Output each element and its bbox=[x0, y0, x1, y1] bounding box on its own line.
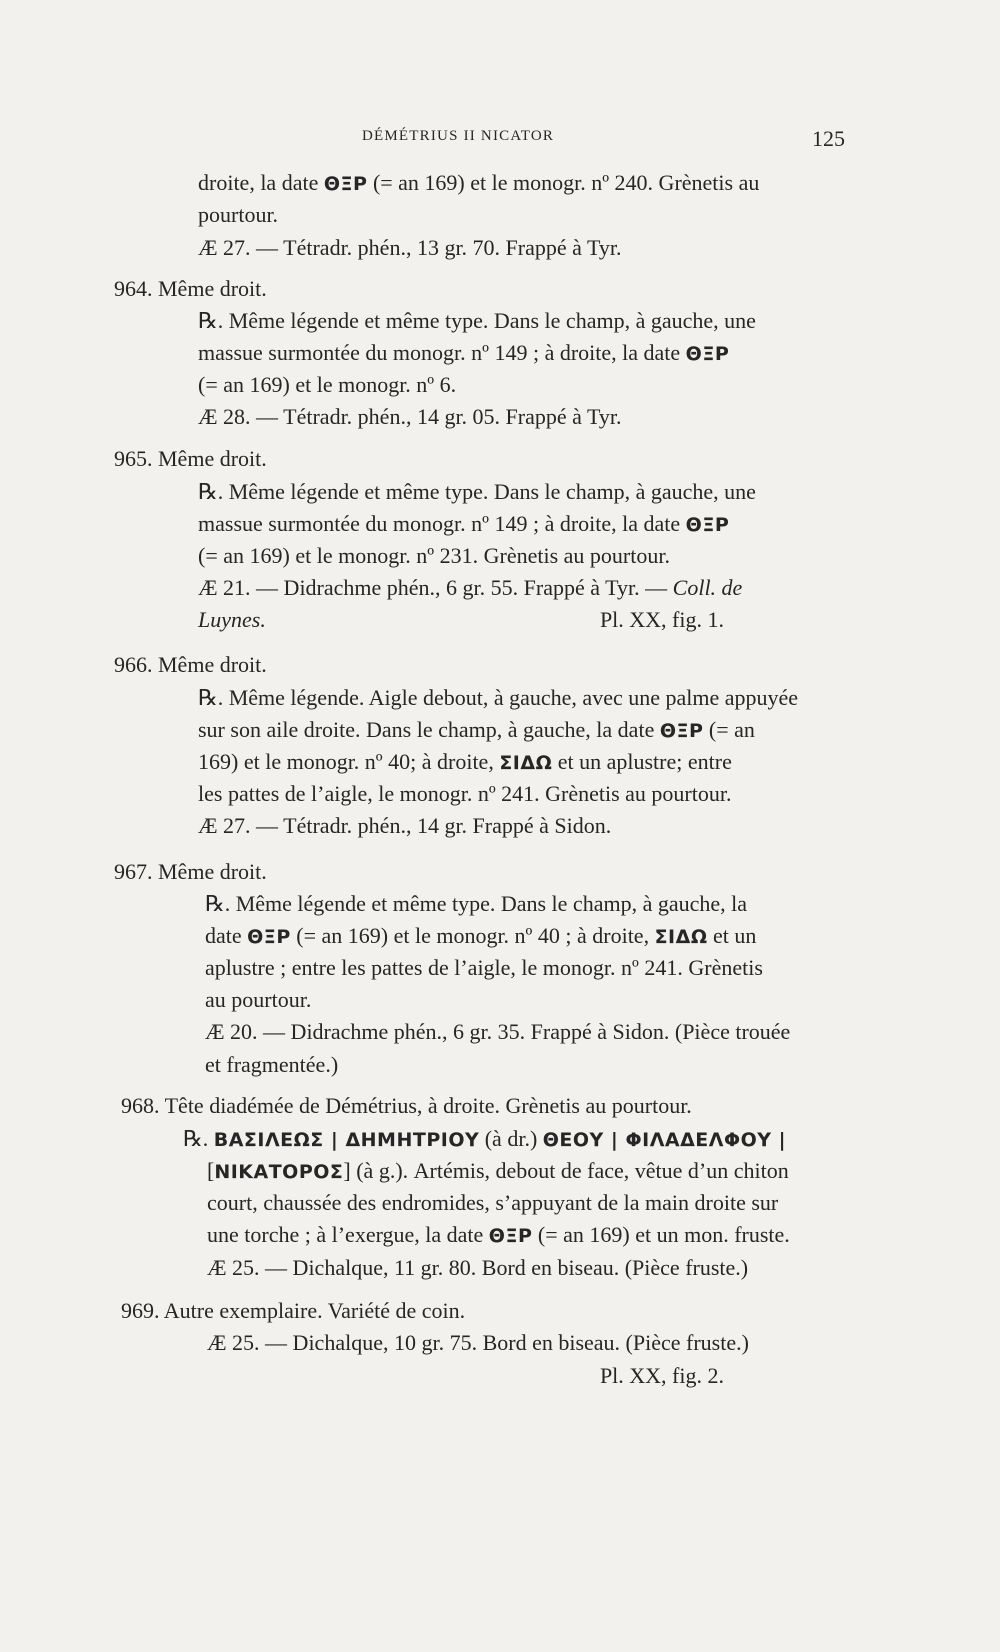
text-line bbox=[198, 604, 862, 636]
text-line: une torche ; à l’exergue, la date ΘΞΡ (= an 169) et un mon. fruste. bbox=[207, 1222, 790, 1247]
obverse-description: Même droit. bbox=[158, 859, 267, 884]
greek-legend: ΒΑΣΙΛΕΩΣ | ΔΗΜΗΤΡΙΟΥ bbox=[213, 1129, 480, 1151]
page-header bbox=[0, 126, 1000, 156]
text-line: court, chaussée des endromides, s’appuyant de la main droite sur bbox=[207, 1190, 779, 1215]
text-line: ℞. Même légende et même type. Dans le champ, à gauche, la bbox=[205, 891, 748, 916]
entry-969 bbox=[121, 1295, 465, 1327]
greek-legend: ΘΞΡ bbox=[488, 1225, 533, 1247]
entry-964 bbox=[114, 273, 267, 305]
text-line: (= an 169) et le monogr. nº 6. bbox=[198, 372, 457, 397]
text-line: pourtour. bbox=[198, 202, 279, 227]
greek-legend: ΣΙΔΩ bbox=[499, 752, 553, 774]
text-line: droite, la date ΘΞΡ (= an 169) et le monogr. nº 240. Grènetis au bbox=[198, 170, 760, 195]
collection-name: Coll. de bbox=[672, 575, 743, 600]
greek-legend: ΘΞΡ bbox=[247, 926, 291, 948]
greek-legend: ΘΞΡ bbox=[659, 720, 704, 742]
greek-legend: ΘΞΡ bbox=[323, 173, 368, 195]
text-line: Æ 25. — Dichalque, 11 gr. 80. Bord en biseau. (Pièce fruste.) bbox=[207, 1255, 749, 1280]
text-line: Æ 25. — Dichalque, 10 gr. 75. Bord en biseau. (Pièce fruste.) bbox=[207, 1330, 749, 1355]
collection-name: Luynes. bbox=[198, 607, 266, 632]
obverse-description: Même droit. bbox=[158, 446, 267, 471]
text-line: les pattes de l’aigle, le monogr. nº 241. Grènetis au pourtour. bbox=[198, 781, 732, 806]
text-line: 169) et le monogr. nº 40; à droite, ΣΙΔΩ et un aplustre; entre bbox=[198, 749, 732, 774]
greek-legend: ΝΙΚΑΤΟΡΟΣ bbox=[214, 1161, 344, 1183]
text-line: [ΝΙΚΑΤΟΡΟΣ] (à g.). Artémis, debout de face, vêtue d’un chiton bbox=[207, 1158, 789, 1183]
text-line: date ΘΞΡ (= an 169) et le monogr. nº 40 ; à droite, ΣΙΔΩ et un bbox=[205, 923, 757, 948]
entry-number: 969. bbox=[121, 1298, 160, 1323]
text-line: sur son aile droite. Dans le champ, à gauche, la date ΘΞΡ (= an bbox=[198, 717, 755, 742]
text-line: massue surmontée du monogr. nº 149 ; à droite, la date ΘΞΡ bbox=[198, 511, 730, 536]
page-number: 125 bbox=[812, 126, 845, 151]
text-line: (= an 169) et le monogr. nº 231. Grènetis au pourtour. bbox=[198, 543, 670, 568]
entry-number: 968. bbox=[121, 1093, 160, 1118]
obverse-description: Même droit. bbox=[158, 652, 267, 677]
text-line: et fragmentée.) bbox=[205, 1052, 339, 1077]
text-line: Æ 27. — Tétradr. phén., 14 gr. Frappé à Sidon. bbox=[198, 813, 612, 838]
text-line: Æ 20. — Didrachme phén., 6 gr. 35. Frappé à Sidon. (Pièce trouée bbox=[205, 1019, 791, 1044]
entry-number: 966. bbox=[114, 652, 153, 677]
entry-965 bbox=[114, 443, 267, 475]
greek-legend: ΘΞΡ bbox=[685, 514, 730, 536]
obverse-description: Tête diadémée de Démétrius, à droite. Grènetis au pourtour. bbox=[164, 1093, 692, 1118]
entry-number: 964. bbox=[114, 276, 153, 301]
entry-number: 967. bbox=[114, 859, 153, 884]
obverse-description: Autre exemplaire. Variété de coin. bbox=[163, 1298, 466, 1323]
text-line: aplustre ; entre les pattes de l’aigle, le monogr. nº 241. Grènetis bbox=[205, 955, 763, 980]
obverse-description: Même droit. bbox=[158, 276, 267, 301]
text-line: au pourtour. bbox=[205, 987, 312, 1012]
text-line: Æ 21. — Didrachme phén., 6 gr. 55. Frappé à Tyr. — Coll. de bbox=[198, 575, 743, 600]
plate-reference: Pl. XX, fig. 1. bbox=[599, 607, 724, 632]
entry-967 bbox=[114, 856, 267, 888]
text-line: massue surmontée du monogr. nº 149 ; à droite, la date ΘΞΡ bbox=[198, 340, 730, 365]
text-line: Æ 28. — Tétradr. phén., 14 gr. 05. Frappé à Tyr. bbox=[198, 404, 622, 429]
entry-966 bbox=[114, 649, 267, 681]
text-line: ℞. ΒΑΣΙΛΕΩΣ | ΔΗΜΗΤΡΙΟΥ (à dr.) ΘΕΟΥ | ΦΙΛΑΔΕΛΦΟΥ | bbox=[183, 1126, 787, 1151]
greek-legend: ΘΞΡ bbox=[685, 343, 730, 365]
text-line: ℞. Même légende et même type. Dans le champ, à gauche, une bbox=[198, 308, 756, 333]
greek-legend: ΣΙΔΩ bbox=[654, 926, 708, 948]
entry-968 bbox=[121, 1090, 692, 1122]
text-line: ℞. Même légende. Aigle debout, à gauche, avec une palme appuyée bbox=[198, 685, 799, 710]
text-line: Æ 27. — Tétradr. phén., 13 gr. 70. Frappé à Tyr. bbox=[198, 235, 622, 260]
running-title: DÉMÉTRIUS II NICATOR bbox=[362, 128, 555, 144]
plate-reference: Pl. XX, fig. 2. bbox=[599, 1363, 724, 1388]
text-line: ℞. Même légende et même type. Dans le champ, à gauche, une bbox=[198, 479, 756, 504]
entry-number: 965. bbox=[114, 446, 153, 471]
greek-legend: ΘΕΟΥ | ΦΙΛΑΔΕΛΦΟΥ | bbox=[542, 1129, 787, 1151]
